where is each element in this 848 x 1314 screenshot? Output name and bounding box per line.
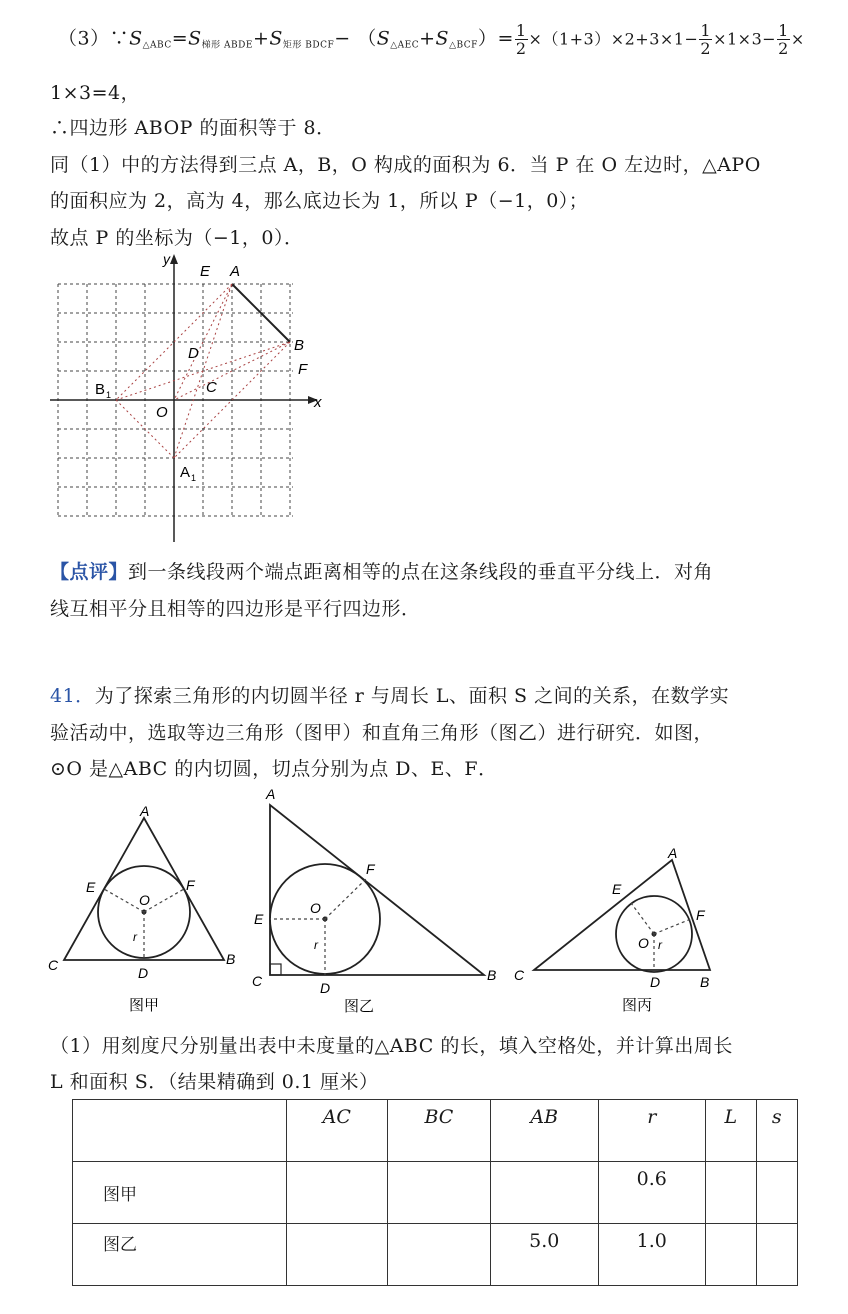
header-cell: BC xyxy=(387,1100,490,1162)
text: △BCF xyxy=(449,40,478,51)
text: S xyxy=(376,27,391,50)
text: − xyxy=(334,27,351,50)
row-label: 图乙 xyxy=(73,1224,287,1286)
y-axis-arrow xyxy=(170,254,178,264)
label-x: x xyxy=(314,394,322,411)
figure-bing xyxy=(506,836,726,1026)
text: △AEC xyxy=(390,40,420,51)
comment-text: 到一条线段两个端点距离相等的点在这条线段的垂直平分线上．对角 xyxy=(128,561,714,583)
label-c: C xyxy=(514,967,525,983)
label-d: D xyxy=(188,345,199,362)
table-cell xyxy=(756,1224,797,1286)
caption-yi: 图乙 xyxy=(344,998,375,1015)
label-e: E xyxy=(612,881,622,897)
label-b: B xyxy=(487,967,497,983)
table-cell xyxy=(706,1162,757,1224)
text: 2 xyxy=(515,39,527,58)
label-d: D xyxy=(138,965,149,981)
table-cell xyxy=(490,1162,598,1224)
subq1-line-2: L 和面积 S．（结果精确到 0.1 厘米） xyxy=(50,1071,379,1093)
comment-line-2: 线互相平分且相等的四边形是平行四边形． xyxy=(50,598,421,620)
label-a: A xyxy=(140,803,150,819)
label-b: B xyxy=(226,951,236,967)
text: + xyxy=(252,27,270,50)
header-cell: AB xyxy=(490,1100,598,1162)
text: S xyxy=(435,27,450,50)
q41-line-3: ⊙O 是△ABC 的内切圆，切点分别为点 D、E、F． xyxy=(50,758,498,780)
text: S xyxy=(188,27,202,50)
label-c: C xyxy=(206,379,217,396)
text: = xyxy=(497,27,514,50)
header-cell: L xyxy=(706,1100,757,1162)
label-c: C xyxy=(48,957,59,973)
table-cell: 0.6 xyxy=(598,1162,706,1224)
text: 2 xyxy=(778,39,789,58)
q41-line-1 xyxy=(50,681,729,708)
table-cell xyxy=(387,1162,490,1224)
label-o: O xyxy=(156,404,168,421)
label-f: F xyxy=(366,861,375,877)
text: 1 xyxy=(778,21,789,40)
text: △ABC xyxy=(142,40,172,51)
label-r: r xyxy=(133,930,137,944)
question-number: 41． xyxy=(50,685,95,707)
label-a: A xyxy=(266,786,276,802)
solution-line-5: 的面积应为 2，高为 4，那么底边长为 1，所以 P（−1，0）； xyxy=(50,190,589,212)
subq1-line-1: （1）用刻度尺分别量出表中未度量的△ABC 的长，填入空格处，并计算出周长 xyxy=(50,1035,733,1057)
solution-line-2: 1×3=4， xyxy=(50,82,141,104)
text: 1 xyxy=(515,21,527,40)
table-cell xyxy=(756,1162,797,1224)
label-o: O xyxy=(310,900,321,916)
fraction-half xyxy=(699,22,712,57)
right-angle-mark xyxy=(270,964,281,975)
text: = xyxy=(171,27,189,50)
text: + xyxy=(419,27,436,50)
label-y: y xyxy=(163,251,170,267)
label-r: r xyxy=(658,938,662,952)
grid-figure xyxy=(40,250,340,550)
table-cell: 1.0 xyxy=(598,1224,706,1286)
label-e: E xyxy=(200,263,211,280)
header-cell: r xyxy=(598,1100,706,1162)
q41-text: 为了探索三角形的内切圆半径 r 与周长 L、面积 S 之间的关系，在数学实 xyxy=(94,685,730,707)
label-a1: A xyxy=(180,464,191,481)
label-r: r xyxy=(314,938,318,952)
text: 梯形 ABDE xyxy=(201,40,253,51)
label-o: O xyxy=(638,935,649,951)
solution-line-4: 同（1）中的方法得到三点 A，B，O 构成的面积为 6．当 P 在 O 左边时，△APO xyxy=(50,154,761,176)
fraction-half xyxy=(777,22,790,57)
text: ×（1+3）×2+3×1− xyxy=(528,29,699,49)
text: S xyxy=(269,27,283,50)
caption-bing: 图丙 xyxy=(622,997,653,1014)
label-d: D xyxy=(320,980,331,996)
label-b: B xyxy=(294,337,305,354)
text: × xyxy=(790,29,805,49)
label-b: B xyxy=(700,974,710,990)
label-b1-sub: 1 xyxy=(106,390,112,400)
text: 1 xyxy=(700,21,712,40)
label-b1: B xyxy=(95,381,106,398)
table-cell xyxy=(706,1224,757,1286)
table-cell xyxy=(286,1162,387,1224)
label-f: F xyxy=(696,907,705,923)
table-cell: 5.0 xyxy=(490,1224,598,1286)
header-cell: AC xyxy=(286,1100,387,1162)
fraction-half xyxy=(515,22,528,57)
text: （ xyxy=(357,27,377,50)
solution-line-6: 故点 P 的坐标为（−1，0）． xyxy=(50,227,304,249)
text: ×1×3− xyxy=(713,29,777,49)
measurement-table xyxy=(72,1099,798,1286)
q41-line-2: 验活动中，选取等边三角形（图甲）和直角三角形（图乙）进行研究．如图， xyxy=(50,722,714,744)
table-row xyxy=(73,1162,798,1224)
caption-jia: 图甲 xyxy=(129,997,160,1014)
label-f: F xyxy=(186,877,195,893)
figure-jia xyxy=(40,798,250,1023)
table-cell xyxy=(286,1224,387,1286)
label-e: E xyxy=(86,879,96,895)
label-c: C xyxy=(252,973,263,989)
table-header-row xyxy=(73,1100,798,1162)
text: （3）∵ xyxy=(58,27,130,50)
solution-line-1 xyxy=(58,22,805,57)
label-e: E xyxy=(254,911,264,927)
text: S xyxy=(129,27,143,50)
label-o: O xyxy=(139,892,150,908)
text: 2 xyxy=(700,39,712,58)
label-d: D xyxy=(650,974,661,990)
header-cell xyxy=(73,1100,287,1162)
label-f: F xyxy=(298,361,308,378)
comment-line-1 xyxy=(50,557,713,584)
label-a: A xyxy=(668,845,678,861)
triangle-yi xyxy=(270,805,484,975)
table-row xyxy=(73,1224,798,1286)
label-a: A xyxy=(230,263,241,280)
solution-line-3: ∴四边形 ABOP 的面积等于 8． xyxy=(50,117,336,139)
table-cell xyxy=(387,1224,490,1286)
label-a1-sub: 1 xyxy=(191,473,197,483)
text: ） xyxy=(477,27,498,50)
radii-yi xyxy=(270,879,366,975)
row-label: 图甲 xyxy=(73,1162,287,1224)
text: 矩形 BDCF xyxy=(282,40,335,51)
comment-tag: 【点评】 xyxy=(50,561,129,583)
header-cell: s xyxy=(756,1100,797,1162)
figure-yi xyxy=(246,783,516,1023)
